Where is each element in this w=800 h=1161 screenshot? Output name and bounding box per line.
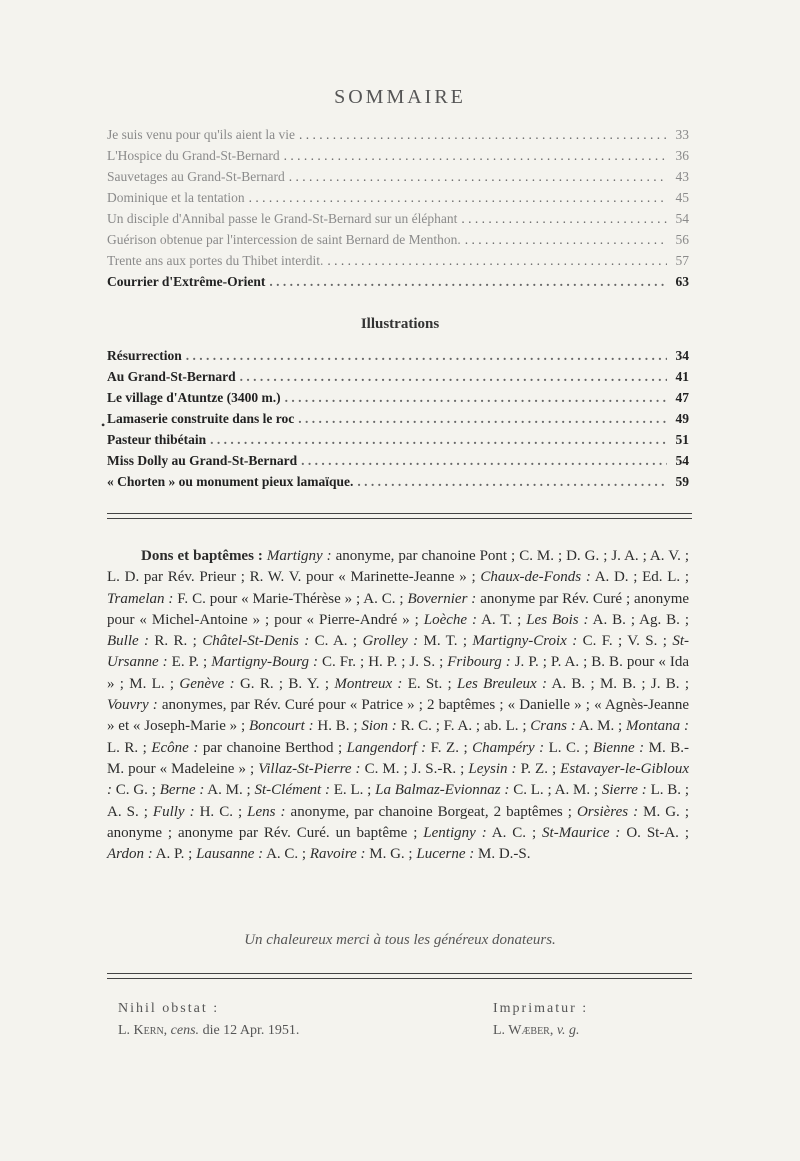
imprimatur-block — [493, 998, 588, 1042]
donors: M. B.-M. pour « Madeleine » ; — [107, 739, 689, 777]
toc-entry-page: 57 — [675, 253, 689, 268]
leader-dots — [461, 208, 667, 229]
place: Lausanne : — [196, 846, 264, 863]
place: Martigny-Bourg : — [211, 654, 318, 671]
donors: M. T. ; — [418, 633, 473, 650]
thanks-line: Un chaleureux merci à tous les généreux donateurs. — [244, 932, 556, 948]
place: Bulle : — [107, 633, 150, 650]
toc-entry-title: Un disciple d'Annibal passe le Grand-St-Bernard sur un éléphant — [107, 211, 458, 226]
toc-entry — [107, 429, 689, 450]
leader-dots — [289, 166, 667, 187]
toc-entry-title: Guérison obtenue par l'intercession de saint Bernard de Menthon. — [107, 232, 461, 247]
donors: C. G. ; — [112, 782, 160, 799]
donors: L. B. ; A. S. ; — [107, 782, 689, 820]
donors: C. F. ; V. S. ; — [577, 633, 673, 650]
approval-date: die 12 Apr. 1951. — [202, 1023, 300, 1038]
donors: M. G. ; anonyme ; anonyme par Rév. Curé. un baptême ; — [107, 803, 689, 841]
toc-entry — [107, 271, 689, 292]
donors: M. G. ; — [365, 846, 417, 863]
place: Sierre : — [601, 782, 647, 799]
leader-dots — [249, 187, 667, 208]
place: Grolley : — [362, 633, 419, 650]
donors: A. M. ; — [204, 782, 255, 799]
bullet-mark: • — [101, 418, 106, 432]
imprimatur-line — [493, 1020, 588, 1042]
donors: E. L. ; — [329, 782, 376, 799]
donors: O. St-A. ; — [620, 824, 689, 841]
donors: par chanoine Berthod ; — [198, 739, 347, 756]
place: Loèche : — [423, 611, 477, 628]
donors: C. L. ; A. M. ; — [509, 782, 602, 799]
toc-entry-title: Résurrection — [107, 348, 182, 363]
toc-entry-page: 63 — [675, 274, 689, 289]
place: Ecône : — [151, 739, 199, 756]
place: Fully : — [152, 803, 195, 820]
toc-entry-title: Trente ans aux portes du Thibet interdit. — [107, 253, 324, 268]
place: St-Maurice : — [542, 824, 621, 841]
toc-entry — [107, 366, 689, 387]
donors: H. B. ; — [313, 718, 362, 735]
place: Lucerne : — [416, 846, 475, 863]
toc-entry-title: L'Hospice du Grand-St-Bernard — [107, 148, 280, 163]
sommaire-list — [107, 124, 689, 292]
toc-entry-page: 51 — [675, 432, 689, 447]
place: Lens : — [247, 803, 286, 820]
imprimatur-heading: Imprimatur : — [493, 1001, 589, 1016]
leader-dots — [357, 471, 667, 492]
toc-entry-title: Dominique et la tentation — [107, 190, 245, 205]
toc-entry-page: 36 — [675, 148, 689, 163]
donors: J. P. ; P. A. ; B. B. pour « Ida » ; M. L. ; — [107, 654, 689, 692]
donors: R. C. ; F. A. ; ab. L. ; — [396, 718, 531, 735]
toc-entry-page: 47 — [675, 390, 689, 405]
place: Tramelan : — [107, 590, 174, 607]
leader-dots — [210, 429, 667, 450]
donors: anonymes, par Rév. Curé pour « Patrice » ; 2 baptêmes ; « Danielle » ; « Agnès-Jeanne » et « Joseph-Marie » ; — [107, 697, 689, 735]
toc-entry-page: 54 — [675, 453, 689, 468]
leader-dots — [301, 450, 667, 471]
donors: R. R. ; — [149, 633, 203, 650]
toc-entry-title: Courrier d'Extrême-Orient — [107, 274, 266, 289]
donors: anonyme, par chanoine Pont ; C. M. ; D. G. ; J. A. ; A. V. ; L. D. par Rév. Prieur ; R. W. V. pour « Marinette-Jeanne » ; — [107, 548, 689, 586]
place: St-Ursanne : — [107, 633, 689, 671]
donors: A. T. ; — [477, 611, 527, 628]
toc-entry-title: Sauvetages au Grand-St-Bernard — [107, 169, 285, 184]
donors: H. C. ; — [194, 803, 248, 820]
place: Genève : — [179, 675, 235, 692]
place: Orsières : — [576, 803, 639, 820]
toc-entry-page: 34 — [675, 348, 689, 363]
leader-dots — [284, 145, 667, 166]
donors: E. P. ; — [167, 654, 212, 671]
toc-entry-page: 33 — [675, 127, 689, 142]
toc-entry-title: Pasteur thibétain — [107, 432, 207, 447]
place: Montreux : — [334, 675, 403, 692]
toc-entry-page: 43 — [675, 169, 689, 184]
toc-entry-title: Je suis venu pour qu'ils aient la vie — [107, 127, 296, 142]
toc-entry-page: 49 — [675, 411, 689, 426]
dons-paragraph — [107, 546, 689, 865]
place: Langendorf : — [346, 739, 427, 756]
place: St-Clément : — [254, 782, 330, 799]
donors: A. M. ; — [575, 718, 627, 735]
leader-dots — [285, 387, 667, 408]
toc-entry — [107, 345, 689, 366]
toc-entry-page: 45 — [675, 190, 689, 205]
vicar-name: L. Wæber, — [493, 1023, 554, 1038]
place: Estavayer-le-Gibloux : — [107, 760, 689, 799]
place: Berne : — [159, 782, 205, 799]
toc-entry — [107, 250, 689, 271]
toc-entry — [107, 208, 689, 229]
toc-entry — [107, 387, 689, 408]
toc-entry — [107, 408, 689, 429]
place: Villaz-St-Pierre : — [258, 760, 361, 777]
donors: G. R. ; B. Y. ; — [234, 675, 335, 692]
place: Les Breuleux : — [456, 675, 548, 692]
donors: F. C. pour « Marie-Thérèse » ; A. C. ; — [173, 590, 408, 607]
place: Bienne : — [593, 739, 645, 756]
toc-entry-title: Miss Dolly au Grand-St-Bernard — [107, 453, 298, 468]
donors: A. P. ; — [152, 846, 197, 863]
donors: A. B. ; M. B. ; J. B. ; — [547, 675, 689, 692]
place: Bovernier : — [407, 590, 477, 607]
donors: anonyme par Rév. Curé ; anonyme pour « Michel-Antoine » ; pour « Pierre-André » ; — [107, 590, 690, 628]
toc-entry — [107, 229, 689, 250]
leader-dots — [186, 345, 667, 366]
toc-entry-page: 56 — [675, 232, 689, 247]
leader-dots — [299, 124, 667, 145]
donors: anonyme, par chanoine Borgeat, 2 baptêmes ; — [285, 803, 577, 820]
leader-dots — [298, 408, 667, 429]
donors: F. Z. ; — [426, 739, 473, 756]
toc-entry-page: 41 — [675, 369, 689, 384]
place: Ardon : — [107, 846, 153, 863]
nihil-obstat-line — [118, 1020, 299, 1042]
vicar-role: v. g. — [556, 1023, 580, 1038]
donors: C. Fr. ; H. P. ; J. S. ; — [317, 654, 448, 671]
toc-entry-title: Lamaserie construite dans le roc — [107, 411, 295, 426]
place: Boncourt : — [248, 718, 314, 735]
place: Fribourg : — [447, 654, 511, 671]
toc-entry — [107, 187, 689, 208]
toc-entry — [107, 471, 689, 492]
toc-entry — [107, 145, 689, 166]
donors: A. C. ; — [263, 846, 310, 863]
donors: C. A. ; — [309, 633, 363, 650]
place: Sion : — [361, 718, 397, 735]
toc-entry-title: « Chorten » ou monument pieux lamaïque. — [107, 474, 354, 489]
toc-entry — [107, 450, 689, 471]
sommaire-title: SOMMAIRE — [334, 86, 466, 108]
censor-role: cens. — [170, 1023, 200, 1038]
place: Montana : — [626, 718, 689, 735]
dons-heading: Dons et baptêmes : — [141, 548, 263, 564]
place: Vouvry : — [107, 697, 158, 714]
place: Châtel-St-Denis : — [202, 633, 310, 650]
toc-entry-title: Le village d'Atuntze (3400 m.) — [107, 390, 281, 405]
donors: E. St. ; — [402, 675, 457, 692]
double-rule-bottom — [107, 973, 692, 979]
leader-dots — [269, 271, 667, 292]
donors: L. C. ; — [544, 739, 593, 756]
toc-entry-title: Au Grand-St-Bernard — [107, 369, 236, 384]
donors: L. R. ; — [107, 739, 152, 756]
place: La Balmaz-Evionnaz : — [375, 782, 510, 799]
toc-entry-page: 59 — [675, 474, 689, 489]
toc-entry — [107, 166, 689, 187]
nihil-obstat-block — [118, 998, 299, 1042]
donors: A. B. ; Ag. B. ; — [588, 611, 690, 628]
donors: A. D. ; Ed. L. ; — [590, 569, 689, 586]
leader-dots — [465, 229, 667, 250]
leader-dots — [240, 366, 667, 387]
illustrations-title: Illustrations — [360, 316, 440, 332]
place: Lentigny : — [423, 824, 487, 841]
place: Leysin : — [468, 760, 517, 777]
toc-entry-page: 54 — [675, 211, 689, 226]
donors: P. Z. ; — [516, 760, 561, 777]
double-rule-top — [107, 513, 692, 519]
toc-entry — [107, 124, 689, 145]
place: Les Bois : — [526, 611, 589, 628]
illustrations-list — [107, 345, 689, 492]
place: Martigny-Croix : — [472, 633, 578, 650]
place: Chaux-de-Fonds : — [480, 569, 591, 586]
leader-dots — [327, 250, 667, 271]
place: Champéry : — [472, 739, 545, 756]
place: Crans : — [530, 718, 576, 735]
place: Ravoire : — [309, 846, 366, 863]
place: Martigny : — [266, 548, 332, 564]
donors: M. D.-S. — [474, 846, 531, 863]
donors: A. C. ; — [486, 824, 543, 841]
nihil-obstat-heading: Nihil obstat : — [118, 1001, 220, 1016]
donors: C. M. ; J. S.-R. ; — [360, 760, 469, 777]
censor-name: L. Kern, — [118, 1023, 168, 1038]
